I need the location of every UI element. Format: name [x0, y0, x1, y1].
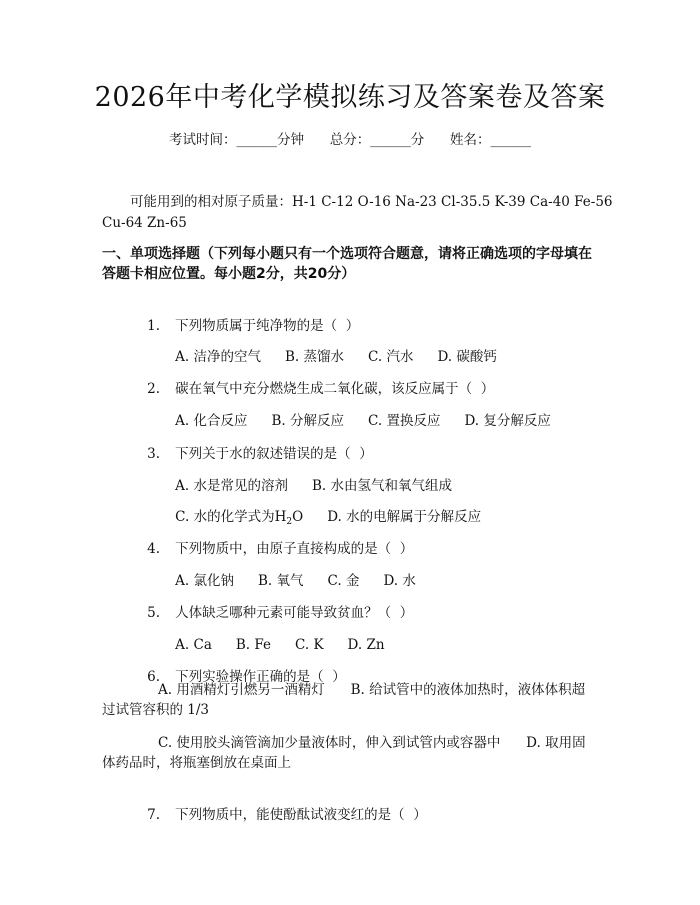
formula-subscript: 2 — [286, 517, 293, 527]
exam-info-line: 考试时间：______分钟 总分：______分 姓名：______ — [169, 132, 531, 148]
option-a: A. 氯化钠 — [175, 573, 235, 589]
question-number: 7. — [147, 807, 161, 823]
question-number: 2. — [147, 381, 161, 397]
question-text: 下列物质中，能使酚酞试液变红的是（ ） — [175, 807, 427, 823]
option-d: D. Zn — [347, 637, 385, 653]
option-d: D. 复分解反应 — [464, 413, 551, 429]
option-b: B. 水由氢气和氧气组成 — [312, 478, 453, 494]
formula-tail: O — [292, 509, 304, 525]
question-text: 碳在氧气中充分燃烧生成二氧化碳，该反应属于（ ） — [175, 381, 495, 397]
question-number: 6. — [147, 669, 161, 685]
question-6-option-line-1: A. 用酒精灯引燃另一酒精灯 B. 给试管中的液体加热时，液体体积超 — [158, 682, 586, 698]
page-title: 2026年中考化学模拟练习及答案卷及答案 — [94, 82, 606, 113]
atomic-mass-line-1: 可能用到的相对原子质量：H-1 C-12 O-16 Na-23 Cl-35.5 K-39 Ca-40 Fe-56 — [130, 194, 613, 210]
option-a: A. Ca — [175, 637, 212, 653]
question-number: 4. — [147, 541, 161, 557]
question-text: 下列实验操作正确的是（ ） — [175, 669, 346, 685]
option-a: A. 化合反应 — [175, 413, 248, 429]
option-b: B. 分解反应 — [271, 413, 345, 429]
option-b: B. Fe — [235, 637, 272, 653]
option-c: C. 汽水 — [368, 349, 414, 365]
option-a: A. 洁净的空气 — [175, 349, 262, 365]
question-text: 下列关于水的叙述错误的是（ ） — [175, 446, 373, 462]
option-d: D. 水 — [383, 573, 416, 589]
option-c: C. 置换反应 — [368, 413, 441, 429]
option-c: C. K — [295, 637, 324, 653]
question-6-option-line-3: C. 使用胶头滴管滴加少量液体时，伸入到试管内或容器中 D. 取用固 — [158, 735, 586, 751]
question-6-option-line-2: 过试管容积的 1/3 — [102, 702, 210, 718]
question-text: 下列物质属于纯净物的是（ ） — [175, 318, 360, 334]
option-d: D. 水的电解属于分解反应 — [327, 509, 482, 525]
option-c: C. 金 — [327, 573, 360, 589]
question-number: 3. — [147, 446, 161, 462]
question-number: 1. — [147, 318, 161, 334]
question-7 — [130, 785, 427, 845]
question-text: 人体缺乏哪种元素可能导致贫血？（ ） — [175, 605, 414, 621]
option-b: B. 蒸馏水 — [285, 349, 345, 365]
option-b: B. 氧气 — [258, 573, 304, 589]
question-text: 下列物质中，由原子直接构成的是（ ） — [175, 541, 414, 557]
section-heading-line-1: 一、单项选择题（下列每小题只有一个选项符合题意，请将正确选项的字母填在 — [102, 246, 592, 262]
option-c-text: C. 水的化学式为H — [175, 509, 287, 525]
question-6-option-line-4: 体药品时，将瓶塞倒放在桌面上 — [102, 755, 291, 771]
option-a: A. 水是常见的溶剂 — [175, 478, 289, 494]
atomic-mass-line-2: Cu-64 Zn-65 — [102, 215, 187, 231]
question-number: 5. — [147, 605, 161, 621]
section-heading-line-2: 答题卡相应位置。每小题2分，共20分） — [102, 266, 356, 282]
option-d: D. 碳酸钙 — [437, 349, 497, 365]
